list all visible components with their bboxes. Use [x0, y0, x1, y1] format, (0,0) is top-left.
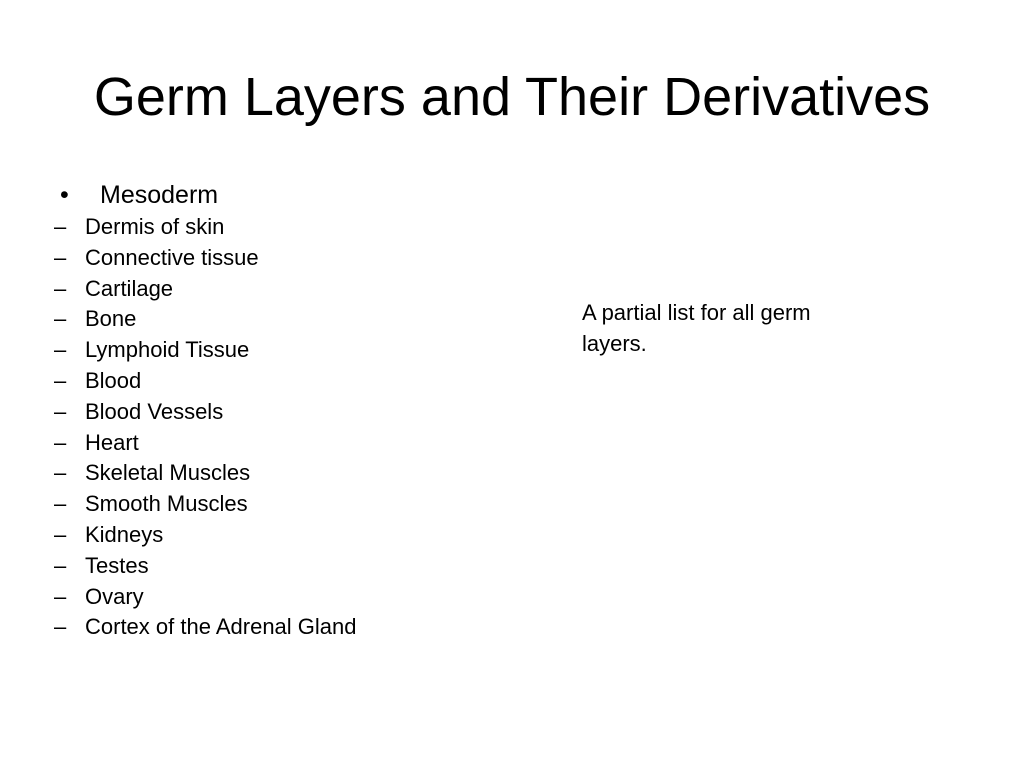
- sub-bullet-text: Kidneys: [85, 521, 164, 547]
- sub-bullet-item: [54, 520, 357, 551]
- dash-marker: –: [54, 214, 67, 239]
- sub-bullet-item: [54, 243, 357, 274]
- sub-bullet-text: Testes: [85, 552, 149, 578]
- dash-marker: –: [54, 552, 67, 578]
- sub-bullet-text: Cortex of the Adrenal Gland: [85, 614, 357, 640]
- sub-bullet-item: [54, 428, 357, 459]
- sub-bullet-text: Blood: [85, 367, 142, 393]
- sub-bullet-item: [54, 489, 357, 520]
- sub-bullet-text: Dermis of skin: [85, 214, 225, 239]
- sub-bullet-text: Blood Vessels: [85, 398, 224, 424]
- dash-marker: –: [54, 460, 67, 486]
- dash-marker: –: [54, 491, 67, 517]
- dash-marker: –: [54, 244, 67, 270]
- sub-bullet-text: Connective tissue: [85, 244, 259, 270]
- sub-bullet-item: [54, 274, 357, 305]
- dash-marker: –: [54, 429, 67, 455]
- sub-bullet-item: [54, 582, 357, 613]
- sub-bullet-text: Bone: [85, 306, 137, 332]
- sub-bullet-item: [54, 366, 357, 397]
- sub-bullet-item: [54, 458, 357, 489]
- sub-bullet-text: Cartilage: [85, 275, 174, 301]
- sub-bullet-item: [54, 335, 357, 366]
- sub-bullet-text: Skeletal Muscles: [85, 460, 251, 486]
- sub-bullet-text: Smooth Muscles: [85, 491, 248, 517]
- bullet-list: [60, 179, 218, 211]
- dash-marker: –: [54, 614, 67, 640]
- dash-marker: –: [54, 398, 67, 424]
- sub-bullet-list: [54, 212, 357, 643]
- sub-bullet-item: [54, 612, 357, 643]
- side-note: A partial list for all germ layers.: [582, 300, 811, 356]
- bullet-label: Mesoderm: [100, 181, 219, 209]
- dash-marker: –: [54, 306, 67, 332]
- sub-bullet-item: [54, 397, 357, 428]
- sub-bullet-item: [54, 212, 357, 243]
- sub-bullet-text: Ovary: [85, 583, 144, 609]
- dash-marker: –: [54, 367, 67, 393]
- dash-marker: –: [54, 583, 67, 609]
- sub-bullet-text: Heart: [85, 429, 139, 455]
- slide-title: Germ Layers and Their Derivatives: [93, 67, 931, 127]
- bullet-item-mesoderm: [60, 179, 218, 211]
- dash-marker: –: [54, 275, 67, 301]
- bullet-marker: •: [60, 181, 69, 209]
- dash-marker: –: [54, 521, 67, 547]
- sub-bullet-item: [54, 551, 357, 582]
- sub-bullet-text: Lymphoid Tissue: [85, 337, 250, 363]
- dash-marker: –: [54, 337, 67, 363]
- sub-bullet-item: [54, 304, 357, 335]
